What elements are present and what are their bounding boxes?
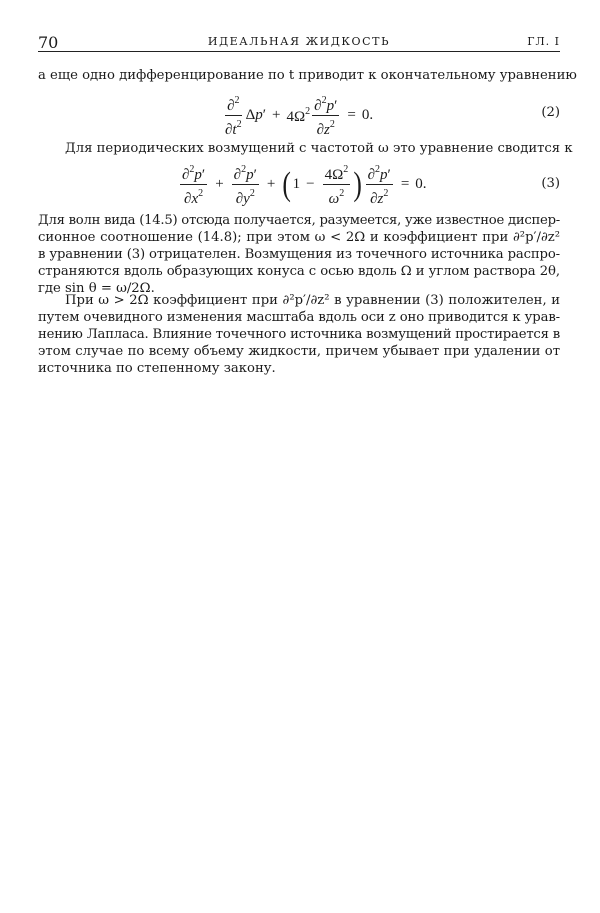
equation-3 xyxy=(38,160,560,208)
equation-2 xyxy=(38,91,560,137)
waves-line-4: страняются вдоль образующих конуса с осью вдоль Ω и углом раствора 2θ, xyxy=(38,264,560,279)
periodic-paragraph xyxy=(38,140,573,157)
chapter-label: ГЛ. I xyxy=(527,35,560,48)
equation-2-number: (2) xyxy=(541,105,560,120)
waves-line-3: в уравнении (3) отрицателен. Возмущения из точечного источника распро- xyxy=(38,247,560,262)
waves-line-5: где sin θ = ω/2Ω. xyxy=(38,281,155,296)
page-number: 70 xyxy=(38,33,59,52)
laplace-line-2: путем очевидного изменения масштаба вдоль оси z оно приводится к урав- xyxy=(38,310,560,325)
running-head xyxy=(38,33,560,52)
waves-paragraph xyxy=(38,212,560,297)
running-title: ИДЕАЛЬНАЯ ЖИДКОСТЬ xyxy=(207,35,391,48)
equation-3-formula: $\frac{\partial^2p'}{\partial x^2}$ + $\frac{\partial^2p'}{\partial y^2}$ + ( 1 − $\frac{4\Omega^2}{\omega^2}$ ) $\frac{\partial^2p'}{\partial z^2}$ = 0. xyxy=(182,164,427,207)
equation-2-formula: $\frac{\partial^2}{\partial t^2}$ Δp′ + $4\Omega^2$ $\frac{\partial^2p'}{\partial z^2}$ = 0. xyxy=(225,95,374,138)
laplace-line-1: При ω > 2Ω коэффициент при ∂²p′/∂z² в уравнении (3) положителен, и xyxy=(65,293,560,308)
waves-line-2: сионное соотношение (14.8); при этом ω < 2Ω и коэффициент при ∂²p′/∂z² xyxy=(38,230,560,245)
waves-line-1: Для волн вида (14.5) отсюда получается, разумеется, уже известное диспер- xyxy=(38,213,560,228)
intro-paragraph xyxy=(38,67,577,84)
laplace-line-4: этом случае по всему объему жидкости, причем убывает при удалении от xyxy=(38,344,560,359)
equation-3-number: (3) xyxy=(541,176,560,191)
intro-line: а еще одно дифференцирование по t приводит к окончательному уравнению xyxy=(38,68,577,83)
laplace-line-3: нению Лапласа. Влияние точечного источника возмущений простирается в xyxy=(38,327,560,342)
periodic-line: Для периодических возмущений с частотой ω это уравнение сводится к xyxy=(65,141,573,156)
laplace-line-5: источника по степенному закону. xyxy=(38,361,276,376)
laplace-paragraph xyxy=(38,292,560,377)
